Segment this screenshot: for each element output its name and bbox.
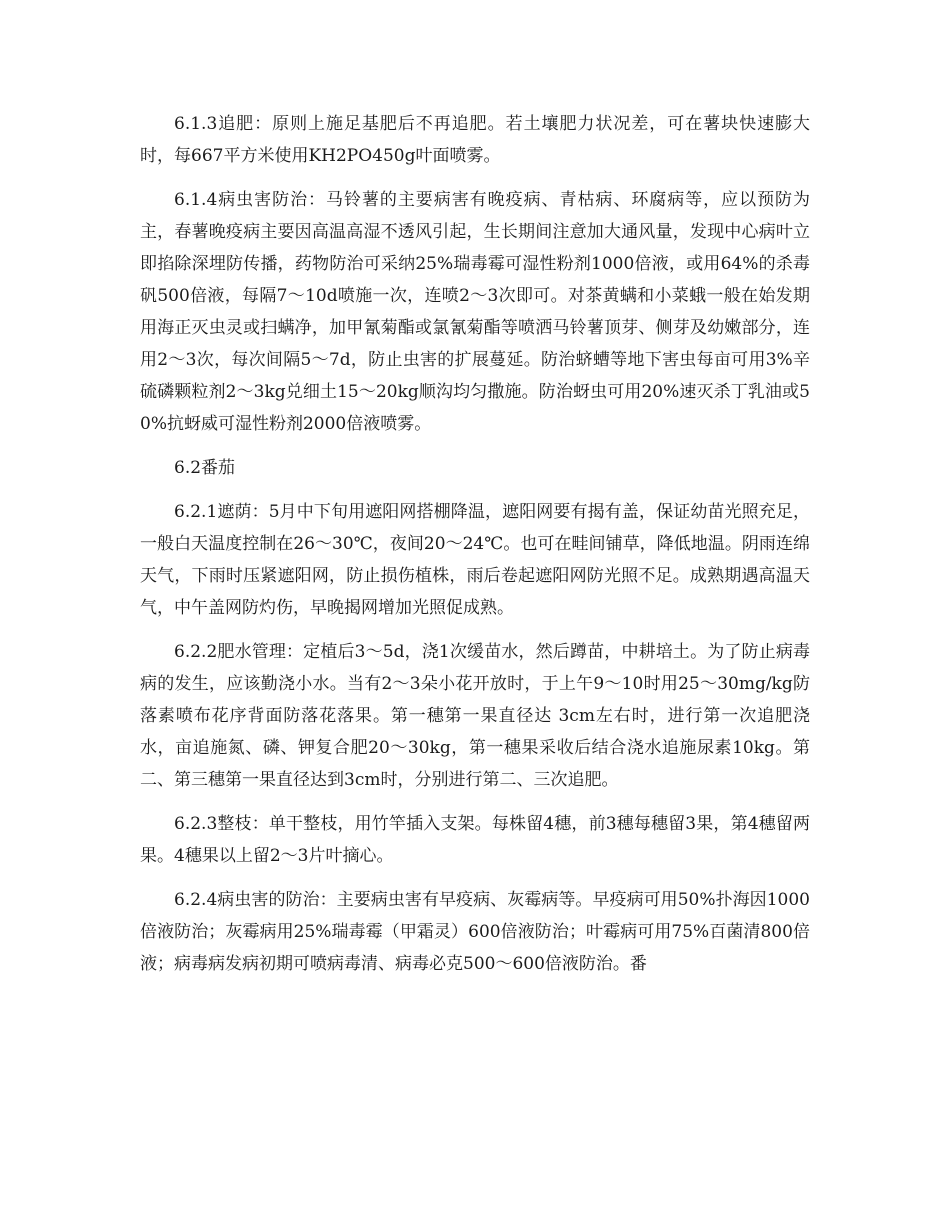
paragraph-6-1-3-topdressing: 6.1.3追肥：原则上施足基肥后不再追肥。若土壤肥力状况差，可在薯块快速膨大时，每667平方米使用KH2PO450g叶面喷雾。 [140, 114, 810, 166]
paragraph-6-2-2-fertilizer-water: 6.2.2肥水管理：定植后3～5d，浇1次缓苗水，然后蹲苗，中耕培土。为了防止病毒病的发生，应该勤浇小水。当有2～3朵小花开放时，于上午9～10时用25～30mg/kg防落素喷布花序背面防落花落果。第一穗第一果直径达 3cm左右时，进行第一次追肥浇水，亩追施氮、磷、钾复合肥20～30kg，第一穗果采收后结合浇水追施尿素10kg。第二、第三穗第一果直径达到3cm时，分别进行第二、三次追肥。 [140, 642, 810, 790]
paragraph-6-2-1-shading: 6.2.1遮荫：5月中下旬用遮阳网搭棚降温，遮阳网要有揭有盖，保证幼苗光照充足，一般白天温度控制在26～30℃，夜间20～24℃。也可在畦间铺草，降低地温。阴雨连绵天气，下雨时压紧遮阳网，防止损伤植株，雨后卷起遮阳网防光照不足。成熟期遇高温天气，中午盖网防灼伤，早晚揭网增加光照促成熟。 [140, 502, 810, 618]
paragraph-6-1-4-pest-control: 6.1.4病虫害防治：马铃薯的主要病害有晚疫病、青枯病、环腐病等，应以预防为主，春薯晚疫病主要因高温高湿不透风引起，生长期间注意加大通风量，发现中心病叶立即掐除深埋防传播，药物防治可采纳25%瑞毒霉可湿性粉剂1000倍液，或用64%的杀毒矾500倍液，每隔7～10d喷施一次，连喷2～3次即可。对茶黄螨和小菜蛾一般在始发期用海正灭虫灵或扫螨净，加甲氰菊酯或氯氰菊酯等喷洒马铃薯顶芽、侧芽及幼嫩部分，连用2～3次，每次间隔5～7d，防止虫害的扩展蔓延。防治蛴螬等地下害虫每亩可用3%辛硫磷颗粒剂2～3kg兑细土15～20kg顺沟均匀撒施。防治蚜虫可用20%速灭杀丁乳油或50%抗蚜威可湿性粉剂2000倍液喷雾。 [140, 190, 810, 434]
document-body [140, 108, 810, 992]
section-heading-6-2-tomato: 6.2番茄 [174, 458, 236, 478]
paragraph-6-2-3-pruning: 6.2.3整枝：单干整枝，用竹竿插入支架。每株留4穗，前3穗每穗留3果，第4穗留两果。4穗果以上留2～3片叶摘心。 [140, 814, 810, 866]
paragraph-6-2-4-disease-control: 6.2.4病虫害的防治：主要病虫害有早疫病、灰霉病等。早疫病可用50%扑海因1000倍液防治；灰霉病用25%瑞毒霉（甲霜灵）600倍液防治；叶霉病可用75%百菌清800倍液；病毒病发病初期可喷病毒清、病毒必克500～600倍液防治。番 [140, 890, 810, 974]
